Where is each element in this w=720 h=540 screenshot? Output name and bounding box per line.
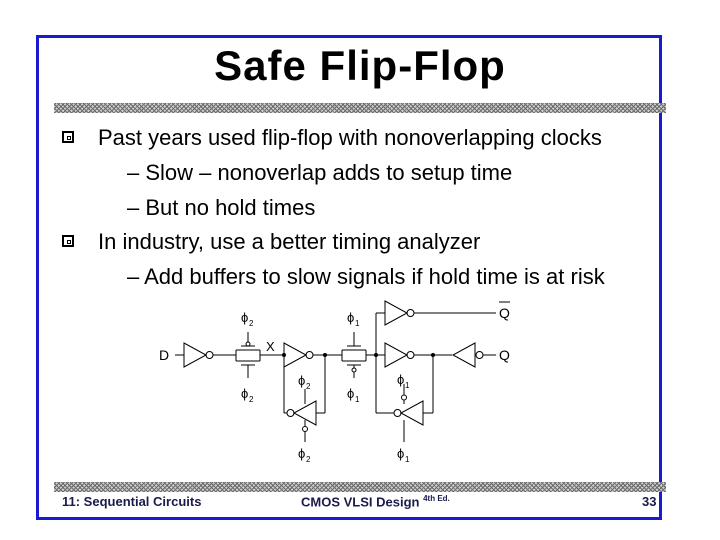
svg-text:ϕ: ϕ: [241, 386, 249, 401]
svg-text:1: 1: [405, 455, 410, 464]
inverter-master: [284, 343, 313, 367]
transmission-gate-1: [236, 332, 260, 378]
svg-text:2: 2: [249, 319, 254, 328]
svg-text:2: 2: [306, 455, 311, 464]
sub-bullet-1: – Slow – nonoverlap adds to setup time: [127, 160, 513, 185]
footer-left: 11: Sequential Circuits: [62, 494, 202, 509]
phi1-label: [347, 386, 360, 404]
footer-divider: [54, 482, 666, 492]
inverter-output: [453, 343, 483, 367]
svg-text:1: 1: [355, 395, 360, 404]
svg-text:Q: Q: [499, 305, 510, 321]
output-qbar-label: [499, 302, 510, 321]
sub-bullet-2: – But no hold times: [127, 195, 316, 220]
output-q-label: Q: [499, 347, 510, 363]
inverter-qbar: [385, 301, 414, 325]
svg-text:1: 1: [405, 381, 410, 390]
svg-text:ϕ: ϕ: [397, 446, 405, 461]
phi2-label: [298, 446, 311, 464]
phi1-label: [397, 446, 410, 464]
footer-edition: 4th Ed.: [423, 494, 450, 503]
footer-center: CMOS VLSI Design $^{4th Ed.}$: [301, 494, 450, 510]
phi2-label: [298, 373, 311, 391]
svg-text:ϕ: ϕ: [241, 310, 249, 325]
transmission-gate-2: [342, 332, 366, 378]
node-x-label: X: [266, 339, 275, 354]
svg-text:ϕ: ϕ: [347, 386, 355, 401]
svg-text:2: 2: [249, 395, 254, 404]
inverter-input: [184, 343, 213, 367]
bullet-1: Past years used flip-flop with nonoverlapping clocks: [98, 125, 602, 150]
inverter-slave: [385, 343, 414, 367]
svg-text:2: 2: [306, 382, 311, 391]
phi2-label: [241, 386, 254, 404]
phi1-label: [347, 310, 360, 328]
phi2-label: [241, 310, 254, 328]
svg-text:ϕ: ϕ: [397, 372, 405, 387]
page-number: 33: [642, 494, 657, 509]
tristate-inverter-master-feedback: [284, 389, 325, 442]
slide-title: Safe Flip-Flop: [214, 42, 506, 89]
bullet-2: In industry, use a better timing analyzer: [98, 229, 481, 254]
svg-text:ϕ: ϕ: [298, 373, 306, 388]
sub-bullet-3: – Add buffers to slow signals if hold time is at risk: [127, 264, 605, 289]
tristate-inverter-slave-feedback: [376, 384, 433, 442]
svg-text:ϕ: ϕ: [347, 310, 355, 325]
svg-text:1: 1: [355, 319, 360, 328]
svg-text:ϕ: ϕ: [298, 446, 306, 461]
input-d-label: D: [159, 347, 170, 363]
